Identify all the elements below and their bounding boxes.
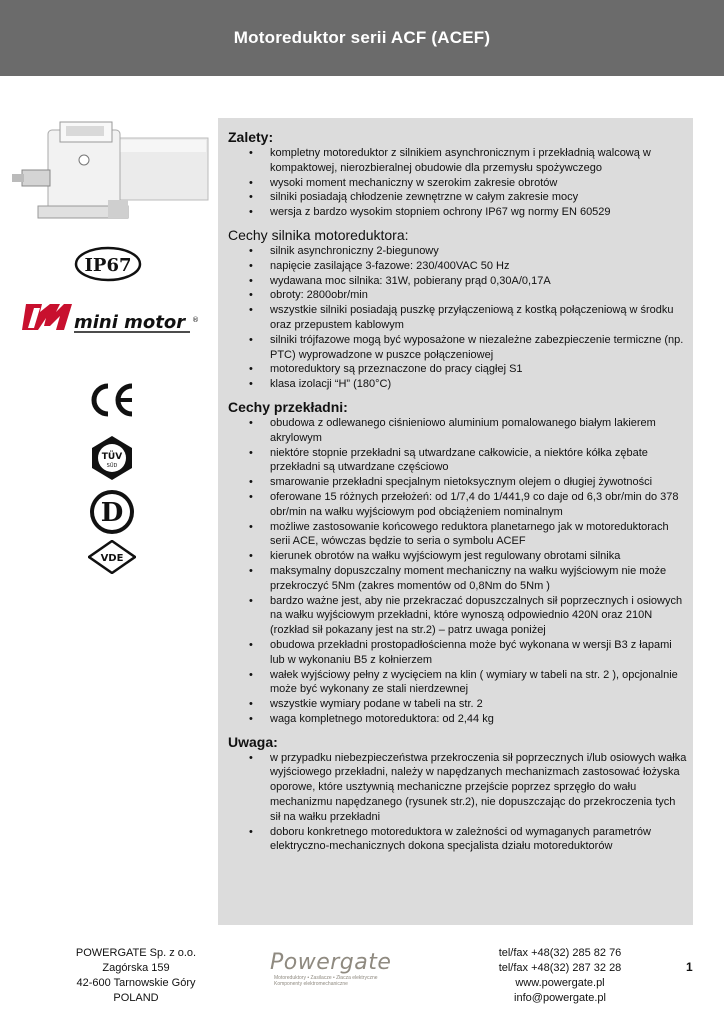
list-item: • silniki posiadają chłodzenie zewnętrzne w całym zakresie mocy xyxy=(228,190,688,205)
powergate-tagline-1: Motoreduktory • Zasilacze • Złacza elektryczne xyxy=(274,975,378,981)
motor-product-image xyxy=(8,118,214,236)
bullet-list xyxy=(228,146,688,220)
d-mark-icon xyxy=(88,488,136,536)
footer-contact xyxy=(460,946,660,1006)
list-item: • bardzo ważne jest, aby nie przekraczać dopuszczalnych sił poprzecznych i osiowych na wałku wyjściowym przekładni, które wynoszą odpowiednio 420N oraz 210N (rozkład sił pokazany jest na str.2) – patrz uwaga poniżej xyxy=(228,594,688,638)
minimotor-wordmark: mini motor xyxy=(74,312,186,333)
list-item: • wydawana moc silnika: 31W, pobierany prąd 0,30A/0,17A xyxy=(228,274,688,289)
list-item: • obudowa z odlewanego ciśnieniowo aluminium pomalowanego białym lakierem akrylowym xyxy=(228,416,688,446)
list-item: • smarowanie przekładni specjalnym nietoksycznym olejem o długiej żywotności xyxy=(228,475,688,490)
ip67-badge xyxy=(74,246,142,282)
list-item: • niektóre stopnie przekładni są utwardzane całkowicie, a niektóre kółka zębate przekładni są utwardzane częściowo xyxy=(228,446,688,476)
ce-mark-icon xyxy=(86,380,138,420)
bullet-list xyxy=(228,416,688,727)
svg-text:®: ® xyxy=(192,316,199,324)
list-item: • silnik asynchroniczny 2-biegunowy xyxy=(228,244,688,259)
list-item: • oferowane 15 różnych przełożeń: od 1/7,4 do 1/441,9 co daje od 6,3 obr/min do 378 obr/min na wałku wyjściowym pod obciążeniem nominalnym xyxy=(228,490,688,520)
vde-label: VDE xyxy=(100,553,124,564)
powergate-wordmark: Powergate xyxy=(270,950,392,975)
list-item: • klasa izolacji “H” (180°C) xyxy=(228,377,688,392)
tuv-label: TÜV xyxy=(101,452,123,462)
section-uwaga xyxy=(228,733,688,855)
content xyxy=(228,128,688,860)
footer-website-link[interactable]: www.powergate.pl xyxy=(515,977,605,989)
bullet-list xyxy=(228,751,688,855)
footer-street: Zagórska 159 xyxy=(102,962,170,974)
list-item: • wszystkie silniki posiadają puszkę przyłączeniową z kostką połączeniową w środku oraz przepustem kablowym xyxy=(228,303,688,333)
list-item: • obudowa przekładni prostopadłościenna może być wykonana w wersji B3 z łapami lub w wykonaniu B5 z kołnierzem xyxy=(228,638,688,668)
page-title: Motoreduktor serii ACF (ACEF) xyxy=(233,28,491,47)
vde-mark-icon xyxy=(88,540,136,574)
d-mark-label: D xyxy=(100,498,124,528)
section-title: Zalety: xyxy=(228,129,274,145)
section-title: Cechy przekładni: xyxy=(228,398,348,415)
footer-company-name: POWERGATE Sp. z o.o. xyxy=(75,947,197,959)
list-item: • możliwe zastosowanie końcowego reduktora planetarnego jak w motoreduktorach serii ACE, wówczas będzie to seria o symbolu ACEF xyxy=(228,520,688,550)
powergate-logo xyxy=(270,950,390,987)
list-item: • wersja z bardzo wysokim stopniem ochrony IP67 wg normy EN 60529 xyxy=(228,205,688,220)
section-title: Uwaga: xyxy=(228,733,278,750)
footer-company-address xyxy=(60,946,212,1006)
footer-city: 42-600 Tarnowskie Góry xyxy=(76,977,196,989)
footer-phone-2: tel/fax +48(32) 287 32 28 xyxy=(498,962,622,974)
section-zalety xyxy=(228,128,688,220)
minimotor-logo xyxy=(20,298,202,336)
page-header xyxy=(0,0,724,76)
list-item: • silniki trójfazowe mogą być wyposażone w niezależne zabezpieczenie termiczne (np. PTC) wyprowadzone w puszce połączeniowej xyxy=(228,333,688,363)
list-item: • doboru konkretnego motoreduktora w zależności od wymaganych parametrów elektryczno-mechanicznych dokona specjalista działu motoreduktorów xyxy=(228,825,688,855)
list-item: • kompletny motoreduktor z silnikiem asynchronicznym i przekładnią walcową w kompaktowej, nierozbieralnej obudowie dla przemysłu spożywczego xyxy=(228,146,688,176)
footer-email-link[interactable]: info@powergate.pl xyxy=(514,992,606,1004)
footer-phone-1: tel/fax +48(32) 285 82 76 xyxy=(498,947,622,959)
page-number: 1 xyxy=(686,960,693,974)
list-item: • maksymalny dopuszczalny moment mechaniczny na wałku wyjściowym nie może przekroczyć 5Nm (zakres momentów od 0,8Nm do 5Nm ) xyxy=(228,564,688,594)
list-item: • motoreduktory są przeznaczone do pracy ciągłej S1 xyxy=(228,362,688,377)
list-item: • wałek wyjściowy pełny z wycięciem na klin ( wymiary w tabeli na str. 2 ), opcjonalnie może być wykonany ze stali nierdzewnej xyxy=(228,668,688,698)
list-item: • napięcie zasilające 3-fazowe: 230/400VAC 50 Hz xyxy=(228,259,688,274)
tuv-sud-icon xyxy=(88,434,136,482)
list-item: • wysoki moment mechaniczny w szerokim zakresie obrotów xyxy=(228,176,688,191)
list-item: • waga kompletnego motoreduktora: od 2,44 kg xyxy=(228,712,688,727)
section-gear-features xyxy=(228,398,688,727)
list-item: • obroty: 2800obr/min xyxy=(228,288,688,303)
footer-country: POLAND xyxy=(113,992,159,1004)
list-item: • wszystkie wymiary podane w tabeli na str. 2 xyxy=(228,697,688,712)
tuv-sub-label: SÜD xyxy=(106,463,118,469)
powergate-tagline-2: Komponenty elektromechaniczne xyxy=(274,981,348,987)
bullet-list xyxy=(228,244,688,392)
section-title: Cechy silnika motoreduktora: xyxy=(228,226,409,243)
ip67-label: IP67 xyxy=(84,255,132,276)
section-motor-features xyxy=(228,226,688,392)
list-item: • kierunek obrotów na wałku wyjściowym jest regulowany obrotami silnika xyxy=(228,549,688,564)
list-item: • w przypadku niebezpieczeństwa przekroczenia sił poprzecznych i/lub osiowych wałka wyjściowego przekładni, należy w napędzanych mechanizmach zastosować łożyska oporowe, które usztywnią mechaniczne przejście poprzez sprzęgło do wału mechanizmu napędzanego (rysunek str.2), nie dopuszczając do przekroczenia tych sił na wałku przekładni xyxy=(228,751,688,825)
